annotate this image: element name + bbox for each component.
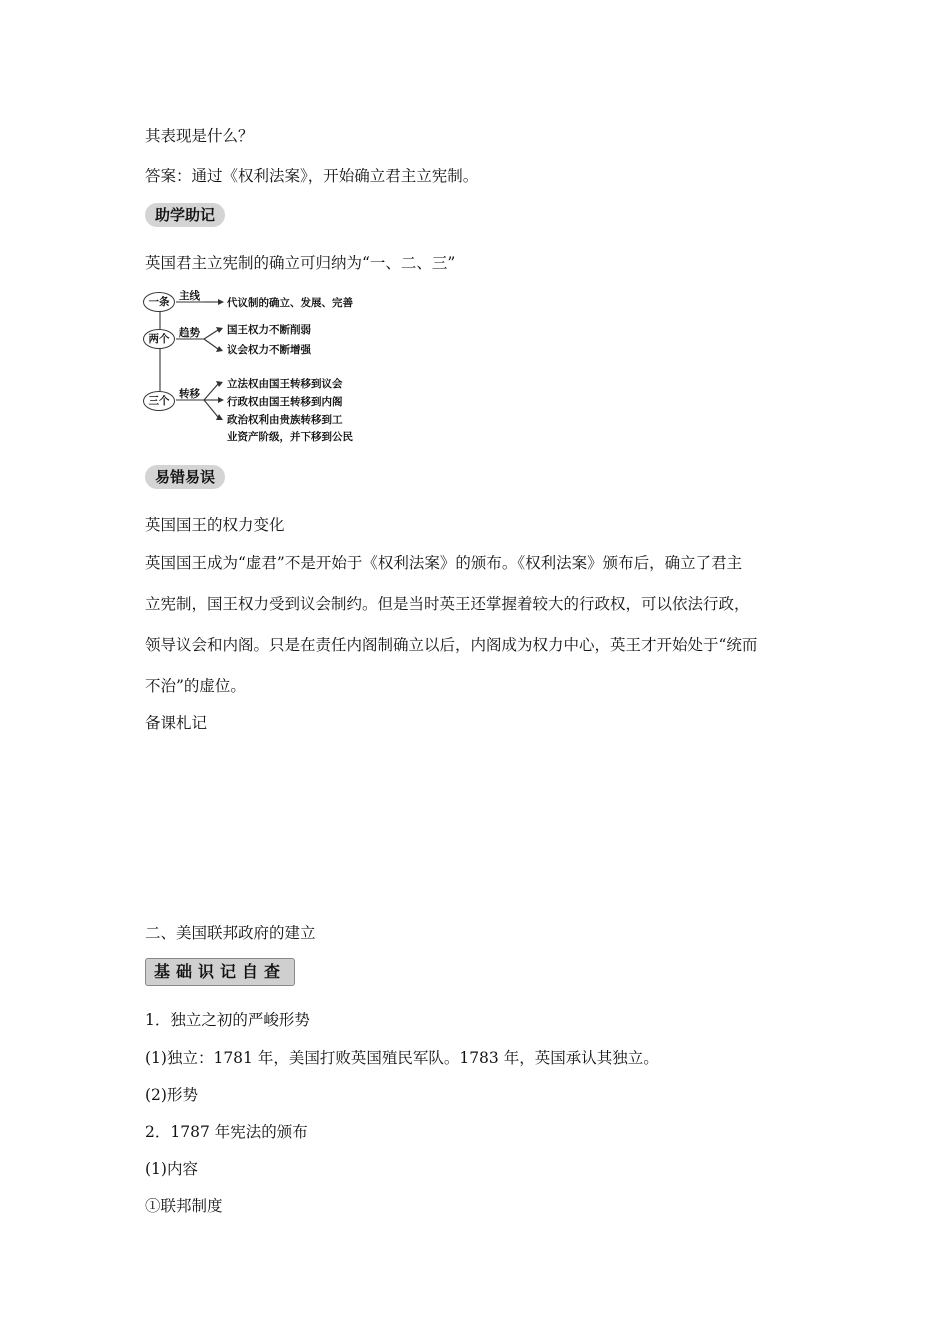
item-1-situation: (2)形势 xyxy=(145,1086,198,1104)
item-parliament-strengthen: 议会权力不断增强 xyxy=(227,344,311,356)
label-transfer: 转移 xyxy=(179,388,200,400)
item-2-federal: ①联邦制度 xyxy=(145,1197,223,1215)
lesson-notes-label: 备课札记 xyxy=(145,714,208,732)
item-political-rights-b: 业资产阶级，并下移到公民 xyxy=(227,431,353,443)
common-errors-badge: 易错易误 xyxy=(145,465,225,489)
concept-diagram xyxy=(140,287,380,447)
label-trend: 趋势 xyxy=(179,327,200,339)
answer-line: 答案：通过《权利法案》，开始确立君主立宪制。 xyxy=(145,167,479,185)
node-two: 两个 xyxy=(143,329,175,349)
node-one: 一条 xyxy=(143,292,175,312)
item-2-heading: 2．1787 年宪法的颁布 xyxy=(145,1123,308,1141)
section-heading-us: 二、美国联邦政府的建立 xyxy=(145,924,316,942)
item-1-independence: (1)独立：1781 年，美国打败英国殖民军队。1783 年，英国承认其独立。 xyxy=(145,1049,659,1067)
item-executive: 行政权由国王转移到内阁 xyxy=(227,396,343,408)
paragraph-line-4: 不治”的虚位。 xyxy=(145,677,246,695)
summary-intro: 英国君主立宪制的确立可归纳为“一、二、三” xyxy=(145,254,456,272)
paragraph-line-1: 英国国王成为“虚君”不是开始于《权利法案》的颁布。《权利法案》颁布后，确立了君主 xyxy=(145,554,743,572)
label-mainline: 主线 xyxy=(179,290,200,302)
subheading-king-power: 英国国王的权力变化 xyxy=(145,516,285,534)
item-2-content: (1)内容 xyxy=(145,1160,198,1178)
paragraph-line-2: 立宪制，国王权力受到议会制约。但是当时英王还掌握着较大的行政权，可以依法行政， xyxy=(145,595,750,613)
item-mainline: 代议制的确立、发展、完善 xyxy=(227,297,353,309)
paragraph-line-3: 领导议会和内阁。只是在责任内阁制确立以后，内阁成为权力中心，英王才开始处于“统而 xyxy=(145,636,758,654)
question-line: 其表现是什么？ xyxy=(145,127,254,145)
basic-review-badge: 基础识记自查 xyxy=(145,958,295,986)
item-legislative: 立法权由国王转移到议会 xyxy=(227,378,343,390)
item-king-weaken: 国王权力不断削弱 xyxy=(227,324,311,336)
help-memory-badge: 助学助记 xyxy=(145,203,225,227)
item-1-heading: 1．独立之初的严峻形势 xyxy=(145,1011,310,1029)
item-political-rights-a: 政治权利由贵族转移到工 xyxy=(227,414,343,426)
node-three: 三个 xyxy=(143,391,175,411)
